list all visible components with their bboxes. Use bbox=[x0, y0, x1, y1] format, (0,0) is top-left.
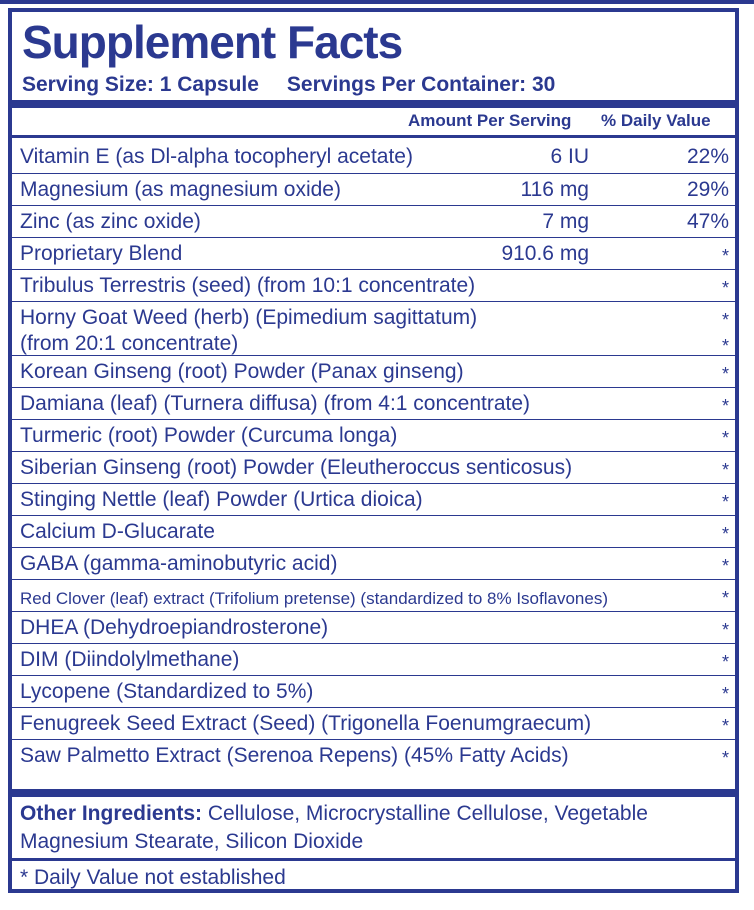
nutrient-row bbox=[12, 269, 735, 301]
panel-title: Supplement Facts bbox=[22, 16, 403, 68]
other-ingredients-text: Cellulose, Microcrystalline Cellulose, Vegetable Magnesium Stearate, Silicon Dioxide bbox=[20, 802, 648, 853]
nutrient-row bbox=[12, 611, 735, 643]
nutrient-name: Magnesium (as magnesium oxide) bbox=[20, 178, 341, 201]
footnote-divider bbox=[12, 858, 735, 861]
nutrient-name: Lycopene (Standardized to 5%) bbox=[20, 680, 314, 703]
nutrient-daily-value: * bbox=[721, 396, 729, 416]
nutrient-row bbox=[12, 547, 735, 579]
nutrient-row bbox=[12, 355, 735, 387]
nutrient-row bbox=[12, 328, 735, 355]
nutrient-row bbox=[12, 237, 735, 269]
nutrient-rows bbox=[12, 141, 735, 771]
nutrient-daily-value: * bbox=[721, 278, 729, 298]
nutrient-row bbox=[12, 643, 735, 675]
nutrient-daily-value: 29% bbox=[686, 178, 729, 201]
nutrient-row bbox=[12, 675, 735, 707]
nutrient-name: Damiana (leaf) (Turnera diffusa) (from 4:1 concentrate) bbox=[20, 392, 531, 415]
daily-value-column-header: % Daily Value bbox=[601, 111, 711, 130]
nutrient-daily-value: * bbox=[721, 748, 729, 768]
nutrient-name: Tribulus Terrestris (seed) (from 10:1 concentrate) bbox=[20, 274, 476, 297]
nutrient-daily-value: * bbox=[721, 246, 729, 266]
nutrient-row bbox=[12, 739, 735, 771]
nutrient-daily-value: 22% bbox=[686, 145, 729, 168]
nutrient-daily-value: * bbox=[721, 428, 729, 448]
nutrient-name: DIM (Diindolylmethane) bbox=[20, 648, 240, 671]
nutrient-name: DHEA (Dehydroepiandrosterone) bbox=[20, 616, 329, 639]
nutrient-name: Zinc (as zinc oxide) bbox=[20, 210, 201, 233]
nutrient-daily-value: * bbox=[721, 620, 729, 640]
nutrient-daily-value: * bbox=[721, 460, 729, 480]
servings-per-container: Servings Per Container: 30 bbox=[286, 73, 556, 96]
nutrient-name: Calcium D-Glucarate bbox=[20, 520, 215, 543]
nutrient-row bbox=[12, 515, 735, 547]
nutrient-amount: 6 IU bbox=[550, 145, 589, 168]
nutrient-row bbox=[12, 205, 735, 237]
nutrient-row bbox=[12, 451, 735, 483]
nutrient-name: Red Clover (leaf) extract (Trifolium pretense) (standardized to 8% Isoflavones) bbox=[20, 589, 608, 608]
nutrient-name: Saw Palmetto Extract (Serenoa Repens) (45% Fatty Acids) bbox=[20, 744, 569, 767]
nutrient-row bbox=[12, 419, 735, 451]
top-edge-strip bbox=[0, 0, 754, 4]
nutrient-row bbox=[12, 579, 735, 611]
nutrient-daily-value: * bbox=[721, 524, 729, 544]
nutrient-daily-value: * bbox=[721, 652, 729, 672]
nutrient-name: (from 20:1 concentrate) bbox=[20, 332, 239, 355]
nutrient-daily-value: 47% bbox=[686, 210, 729, 233]
nutrient-daily-value: * bbox=[721, 336, 729, 356]
nutrient-row bbox=[12, 141, 735, 173]
nutrient-row bbox=[12, 483, 735, 515]
nutrient-daily-value: * bbox=[721, 310, 729, 330]
nutrient-amount: 7 mg bbox=[542, 210, 589, 233]
nutrient-daily-value: * bbox=[721, 364, 729, 384]
other-ingredients bbox=[20, 800, 730, 856]
supplement-facts-panel bbox=[8, 8, 739, 893]
serving-info bbox=[22, 72, 555, 98]
nutrient-name: Horny Goat Weed (herb) (Epimedium sagittatum) bbox=[20, 306, 478, 329]
nutrient-name: Fenugreek Seed Extract (Seed) (Trigonella Foenumgraecum) bbox=[20, 712, 592, 735]
nutrient-daily-value: * bbox=[721, 716, 729, 736]
nutrient-row bbox=[12, 173, 735, 205]
nutrient-row bbox=[12, 301, 735, 328]
nutrient-daily-value: * bbox=[721, 556, 729, 576]
nutrient-amount: 116 mg bbox=[520, 178, 589, 201]
nutrient-daily-value: * bbox=[721, 588, 729, 608]
nutrient-row bbox=[12, 707, 735, 739]
footnote: * Daily Value not established bbox=[20, 866, 286, 889]
nutrient-name: Vitamin E (as Dl-alpha tocopheryl acetate) bbox=[20, 145, 413, 168]
nutrient-name: Proprietary Blend bbox=[20, 242, 183, 265]
serving-size: Serving Size: 1 Capsule bbox=[22, 73, 259, 96]
nutrient-name: GABA (gamma-aminobutyric acid) bbox=[20, 552, 338, 575]
nutrient-name: Turmeric (root) Powder (Curcuma longa) bbox=[20, 424, 398, 447]
header-divider bbox=[12, 100, 735, 108]
nutrient-daily-value: * bbox=[721, 492, 729, 512]
other-ingredients-label: Other Ingredients: bbox=[20, 802, 203, 825]
ingredients-divider bbox=[12, 789, 735, 797]
nutrient-name: Siberian Ginseng (root) Powder (Eleutheroccus senticosus) bbox=[20, 456, 573, 479]
nutrient-daily-value: * bbox=[721, 684, 729, 704]
nutrient-amount: 910.6 mg bbox=[501, 242, 589, 265]
nutrient-name: Stinging Nettle (leaf) Powder (Urtica dioica) bbox=[20, 488, 423, 511]
nutrient-row bbox=[12, 387, 735, 419]
column-header-divider bbox=[12, 135, 735, 138]
amount-column-header: Amount Per Serving bbox=[408, 111, 572, 130]
nutrient-name: Korean Ginseng (root) Powder (Panax ginseng) bbox=[20, 360, 464, 383]
